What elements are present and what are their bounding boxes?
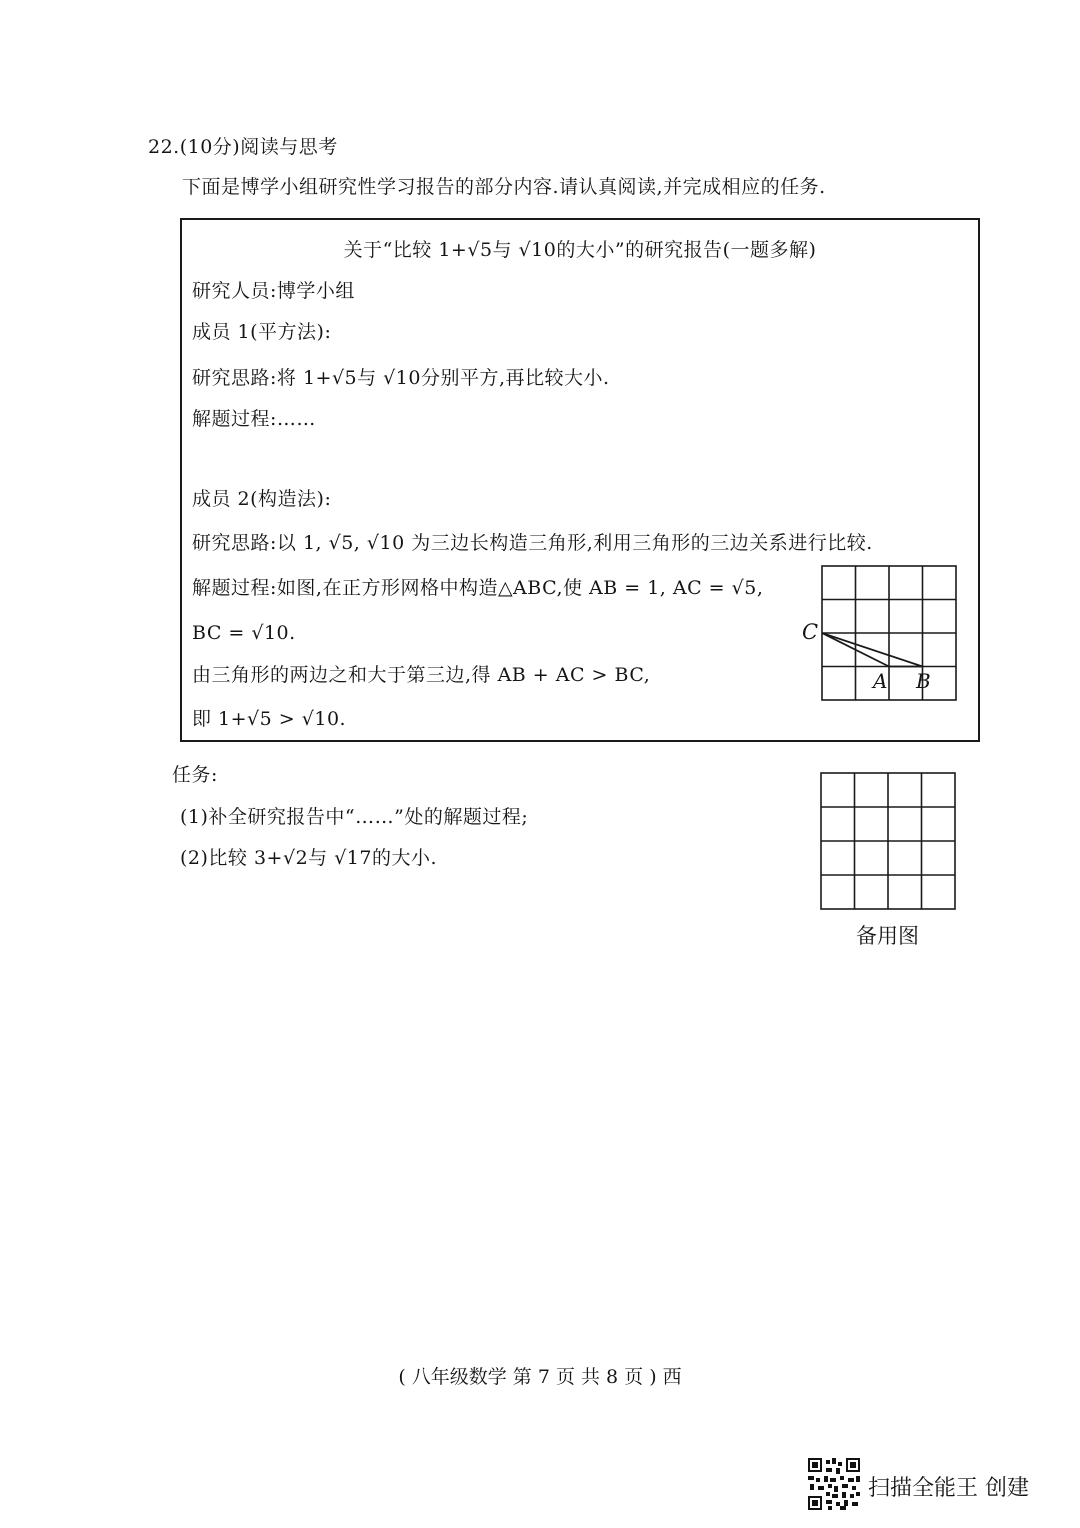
- page-footer: ( 八年级数学 第 7 页 共 8 页 ) 西: [398, 1366, 682, 1388]
- question-title: 22.(10分)阅读与思考: [148, 136, 338, 158]
- label-c: C: [802, 620, 819, 644]
- report-researchers: 研究人员:博学小组: [192, 280, 355, 302]
- member2-reason: 由三角形的两边之和大于第三边,得 AB + AC > BC,: [192, 664, 651, 686]
- member1-idea: 研究思路:将 1+√5与 √10分别平方,再比较大小.: [192, 367, 610, 389]
- task-2: (2)比较 3+√2与 √17的大小.: [180, 847, 438, 869]
- grid-lines: [822, 566, 956, 700]
- spare-figure-caption: 备用图: [856, 924, 919, 948]
- task-1: (1)补全研究报告中“……”处的解题过程;: [180, 806, 529, 828]
- member2-conclusion: 即 1+√5 > √10.: [192, 708, 347, 730]
- label-a: A: [873, 669, 888, 693]
- member1-process: 解题过程:……: [192, 408, 316, 430]
- member2-process-b: BC = √10.: [192, 622, 296, 644]
- triangle-grid-figure: [798, 562, 962, 706]
- member1-heading: 成员 1(平方法):: [192, 321, 332, 343]
- qr-code-icon: [808, 1458, 860, 1510]
- label-b: B: [916, 669, 931, 693]
- member2-process-a: 解题过程:如图,在正方形网格中构造△ABC,使 AB = 1, AC = √5,: [192, 577, 764, 599]
- triangle-abc: [822, 633, 923, 667]
- report-title: 关于“比较 1+√5与 √10的大小”的研究报告(一题多解): [343, 239, 817, 261]
- tasks-label: 任务:: [172, 764, 218, 786]
- spare-grid-figure: [819, 771, 957, 911]
- scanner-watermark: 扫描全能王 创建: [868, 1476, 1029, 1501]
- member2-idea: 研究思路:以 1, √5, √10 为三边长构造三角形,利用三角形的三边关系进行比较.: [192, 532, 873, 554]
- question-intro: 下面是博学小组研究性学习报告的部分内容.请认真阅读,并完成相应的任务.: [182, 176, 826, 198]
- member2-heading: 成员 2(构造法):: [192, 488, 332, 510]
